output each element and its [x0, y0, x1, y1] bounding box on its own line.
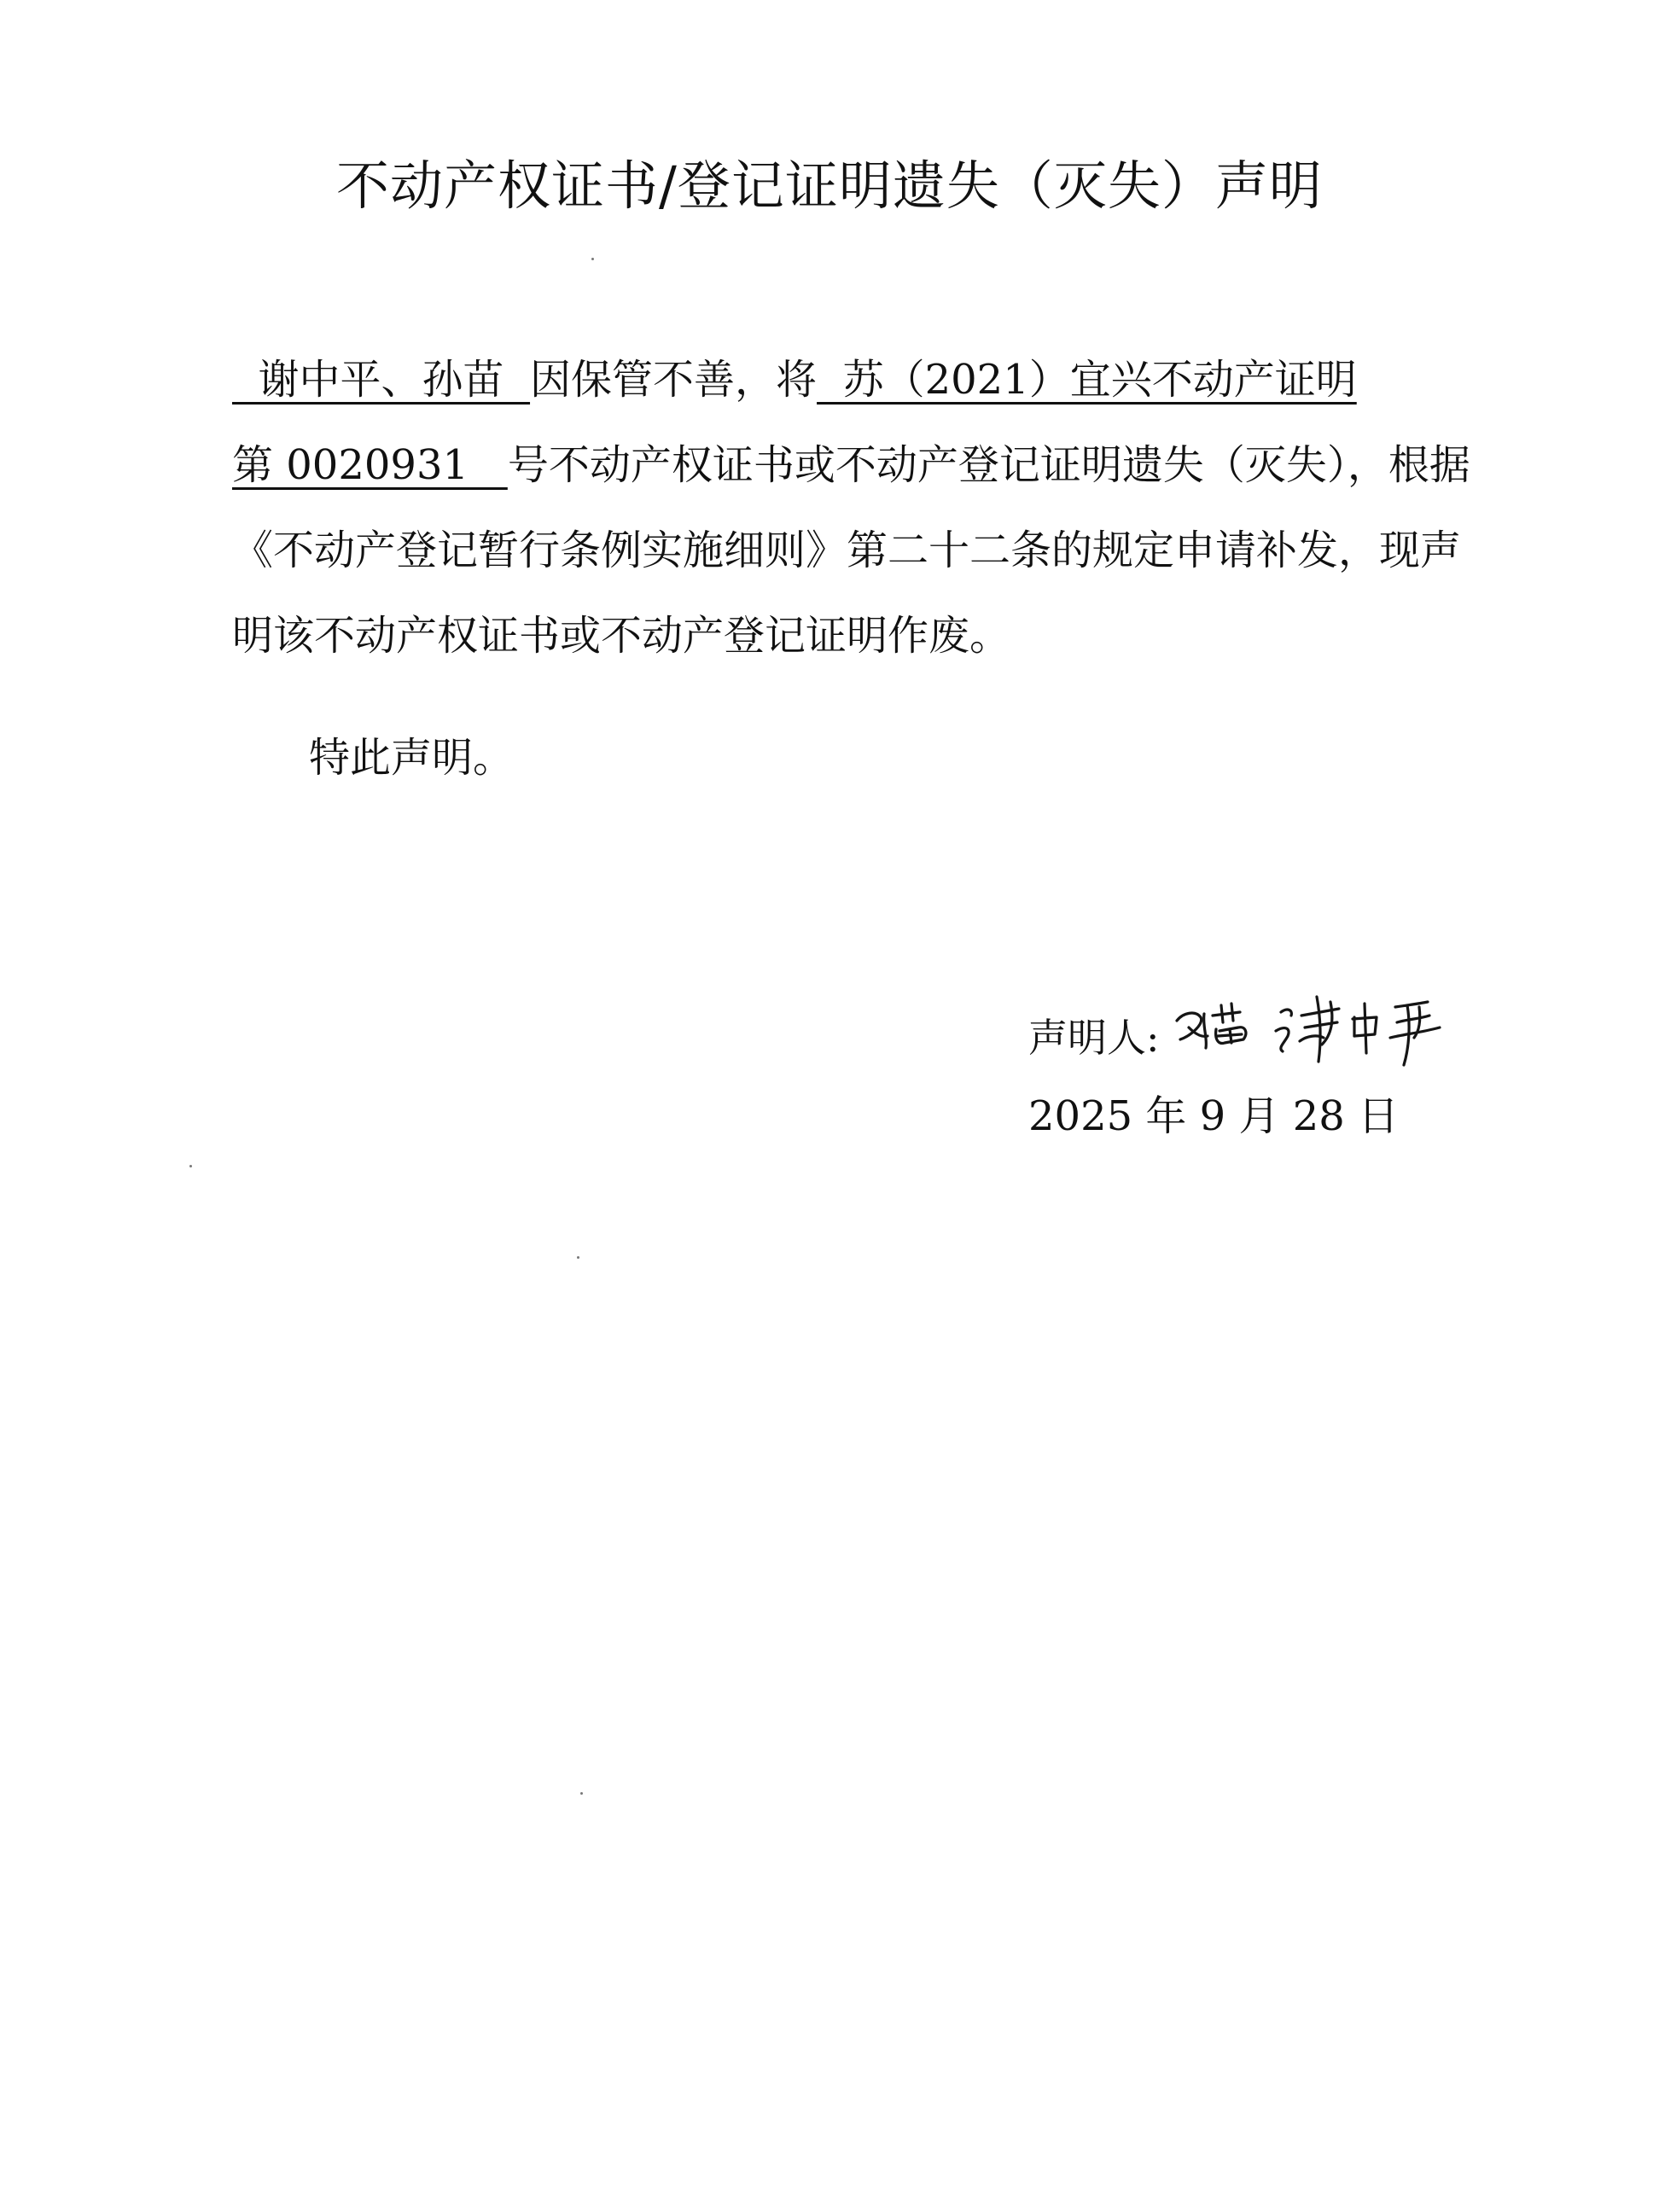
paragraph-line-1 — [232, 337, 1478, 422]
declaration-date: 2025 年 9 月 28 日 — [1028, 1092, 1400, 1140]
paragraph-line-4: 明该不动产权证书或不动产登记证明作废。 — [232, 612, 1011, 660]
paragraph-line-3: 《不动产登记暂行条例实施细则》第二十二条的规定申请补发，现声 — [232, 527, 1462, 574]
scan-speck — [189, 1165, 192, 1167]
declarant-names-fill: 谢中平、孙苗 — [232, 356, 531, 404]
statement-paragraph — [232, 337, 1478, 678]
scan-speck — [577, 1256, 579, 1259]
signature-block — [1028, 981, 1506, 1067]
certificate-number-fill: 苏（2021）宜兴不动产证明 — [817, 356, 1357, 404]
handwritten-signature — [1172, 981, 1479, 1067]
certificate-number-fill-cont: 第 0020931 — [232, 441, 508, 489]
paragraph-line-2 — [232, 422, 1478, 508]
signature-label: 声明人: — [1028, 1015, 1160, 1061]
closing-statement: 特此声明。 — [309, 734, 515, 782]
scan-speck — [580, 1792, 583, 1795]
document-title: 不动产权证书/登记证明遗失（灭失）声明 — [336, 154, 1323, 217]
scan-speck — [591, 258, 594, 260]
paragraph-text: 因保管不善，将 — [530, 356, 818, 404]
paragraph-text: 号不动产权证书或不动产登记证明遗失（灭失），根据 — [507, 441, 1470, 489]
